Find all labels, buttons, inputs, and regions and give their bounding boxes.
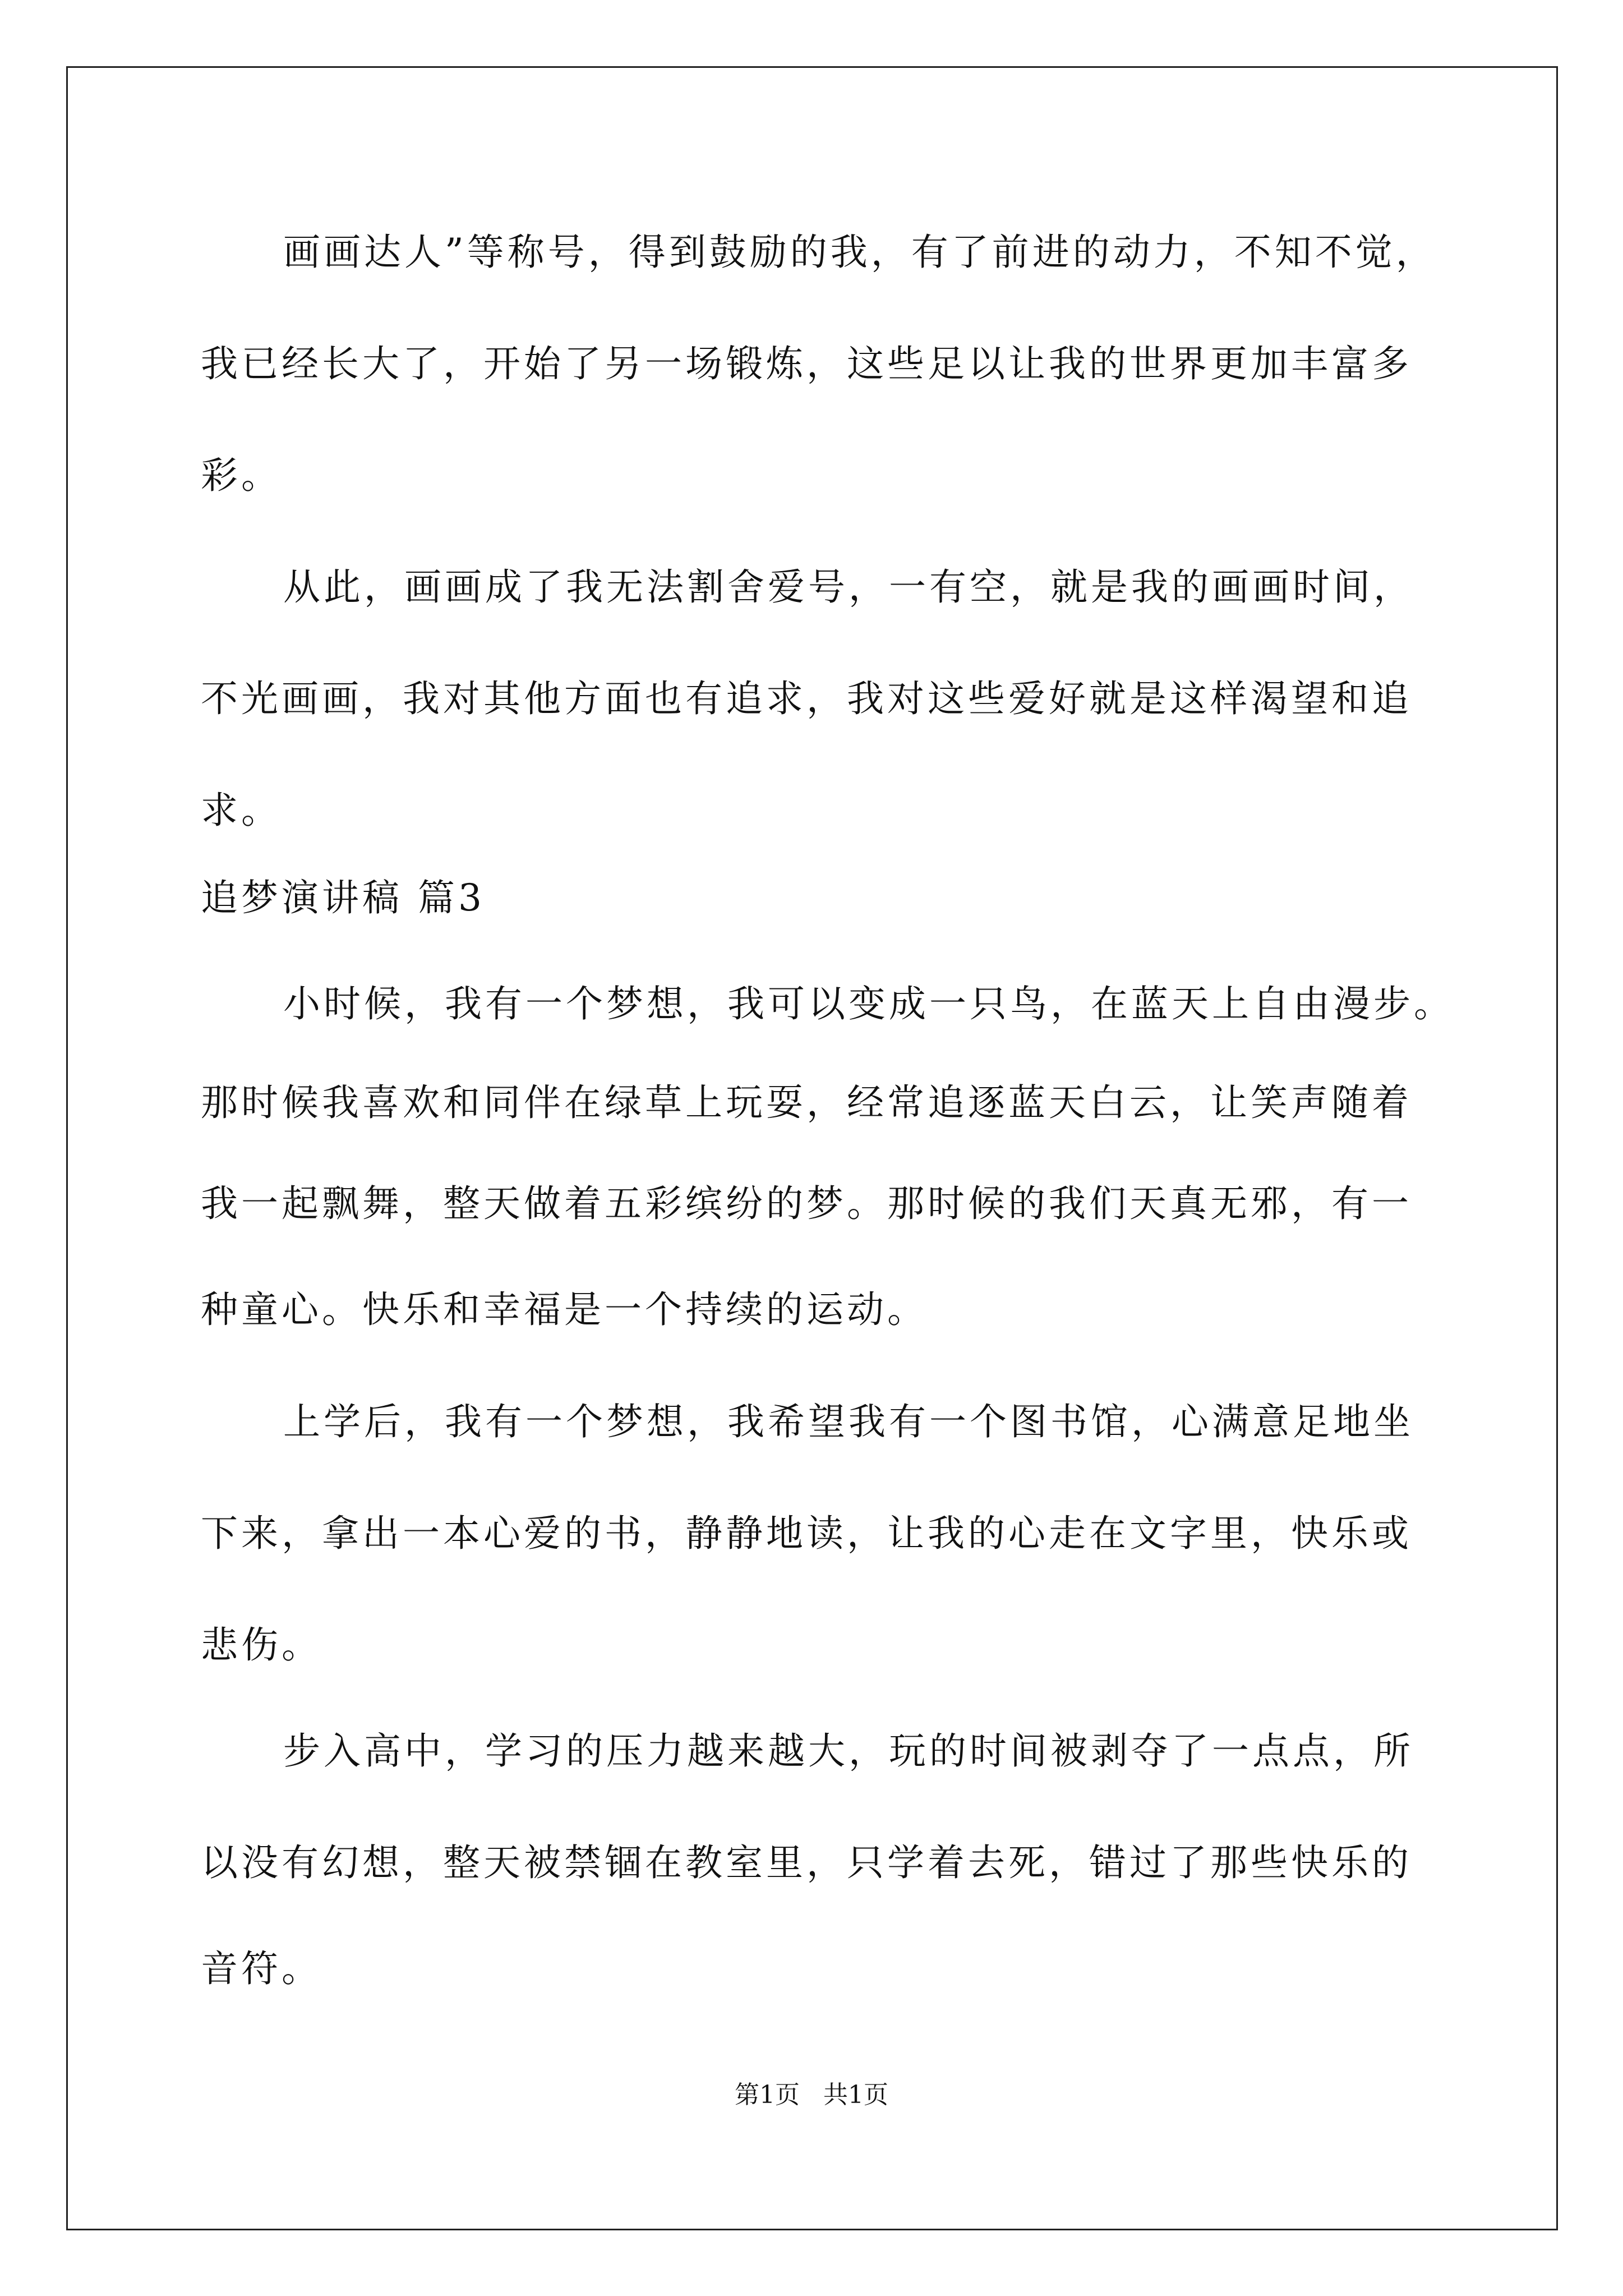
paragraph-line: 上学后，我有一个梦想，我希望我有一个图书馆，心满意足地坐: [283, 1400, 1414, 1443]
paragraph-line: 以没有幻想，整天被禁锢在教室里，只学着去死，错过了那些快乐的: [201, 1841, 1412, 1884]
paragraph-line: 小时候，我有一个梦想，我可以变成一只鸟，在蓝天上自由漫步。: [283, 982, 1454, 1025]
paragraph-line: 下来，拿出一本心爱的书，静静地读，让我的心走在文字里，快乐或: [201, 1512, 1412, 1555]
section-heading: 追梦演讲稿 篇3: [201, 876, 485, 919]
paragraph-line: 从此，画画成了我无法割舍爱号，一有空，就是我的画画时间，: [283, 565, 1414, 609]
paragraph-line: 画画达人”等称号，得到鼓励的我，有了前进的动力，不知不觉，: [283, 231, 1436, 274]
paragraph-line: 步入高中，学习的压力越来越大，玩的时间被剥夺了一点点，所: [283, 1729, 1414, 1773]
paragraph-line: 悲伤。: [201, 1623, 322, 1667]
paragraph-line: 那时候我喜欢和同伴在绿草上玩耍，经常追逐蓝天白云，让笑声随着: [201, 1081, 1412, 1124]
paragraph-line: 求。: [201, 789, 282, 832]
paragraph-line: 不光画画，我对其他方面也有追求，我对这些爱好就是这样渴望和追: [201, 677, 1412, 720]
paragraph-line: 种童心。快乐和幸福是一个持续的运动。: [201, 1288, 928, 1331]
paragraph-line: 我已经长大了，开始了另一场锻炼，这些足以让我的世界更加丰富多: [201, 342, 1412, 385]
paragraph-line: 彩。: [201, 454, 282, 497]
page-border: [66, 66, 1558, 2230]
paragraph-line: 我一起飘舞，整天做着五彩缤纷的梦。那时候的我们天真无邪，有一: [201, 1182, 1412, 1225]
page-footer: 第1页 共1页: [735, 2081, 888, 2109]
paragraph-line: 音符。: [201, 1947, 322, 1990]
